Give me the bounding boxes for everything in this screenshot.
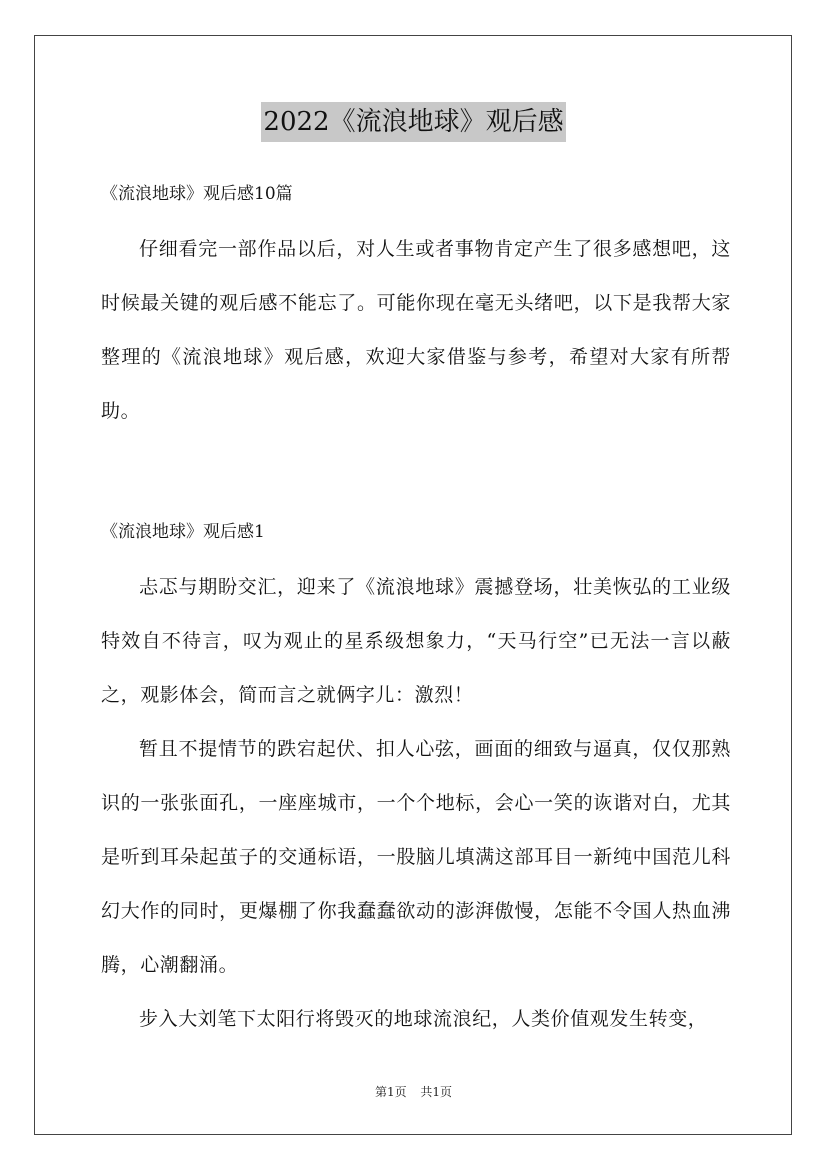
body-paragraph: 步入大刘笔下太阳行将毁灭的地球流浪纪，人类价值观发生转变， (139, 1008, 708, 1030)
section-heading: 《流浪地球》观后感1 (101, 522, 265, 542)
document-body (101, 176, 731, 1046)
body-paragraph: 忐忑与期盼交汇，迎来了《流浪地球》震撼登场，壮美恢弘的工业级特效自不待言，叹为观止的星系级想象力，“天马行空”已无法一言以蔽之，观影体会，简而言之就俩字儿：激烈！ (101, 576, 731, 706)
document-subtitle: 《流浪地球》观后感10篇 (101, 184, 293, 204)
intro-paragraph: 仔细看完一部作品以后，对人生或者事物肯定产生了很多感想吧，这时候最关键的观后感不能忘了。可能你现在毫无头绪吧，以下是我帮大家整理的《流浪地球》观后感，欢迎大家借鉴与参考，希望对大家有所帮助。 (101, 238, 731, 422)
spacer (101, 212, 731, 222)
page-total: 共1页 (420, 1085, 453, 1099)
section-spacer (101, 438, 731, 514)
document-title: 2022《流浪地球》观后感 (261, 102, 565, 142)
page-footer (0, 1083, 827, 1101)
spacer (101, 550, 731, 560)
page-number: 第1页 (374, 1085, 407, 1099)
title-block (0, 102, 827, 142)
body-paragraph: 暂且不提情节的跌宕起伏、扣人心弦，画面的细致与逼真，仅仅那熟识的一张张面孔，一座座城市，一个个地标，会心一笑的诙谐对白，尤其是听到耳朵起茧子的交通标语，一股脑儿填满这部耳目一新纯中国范儿科幻大作的同时，更爆棚了你我蠢蠢欲动的澎湃傲慢，怎能不令国人热血沸腾，心潮翻涌。 (101, 738, 731, 976)
